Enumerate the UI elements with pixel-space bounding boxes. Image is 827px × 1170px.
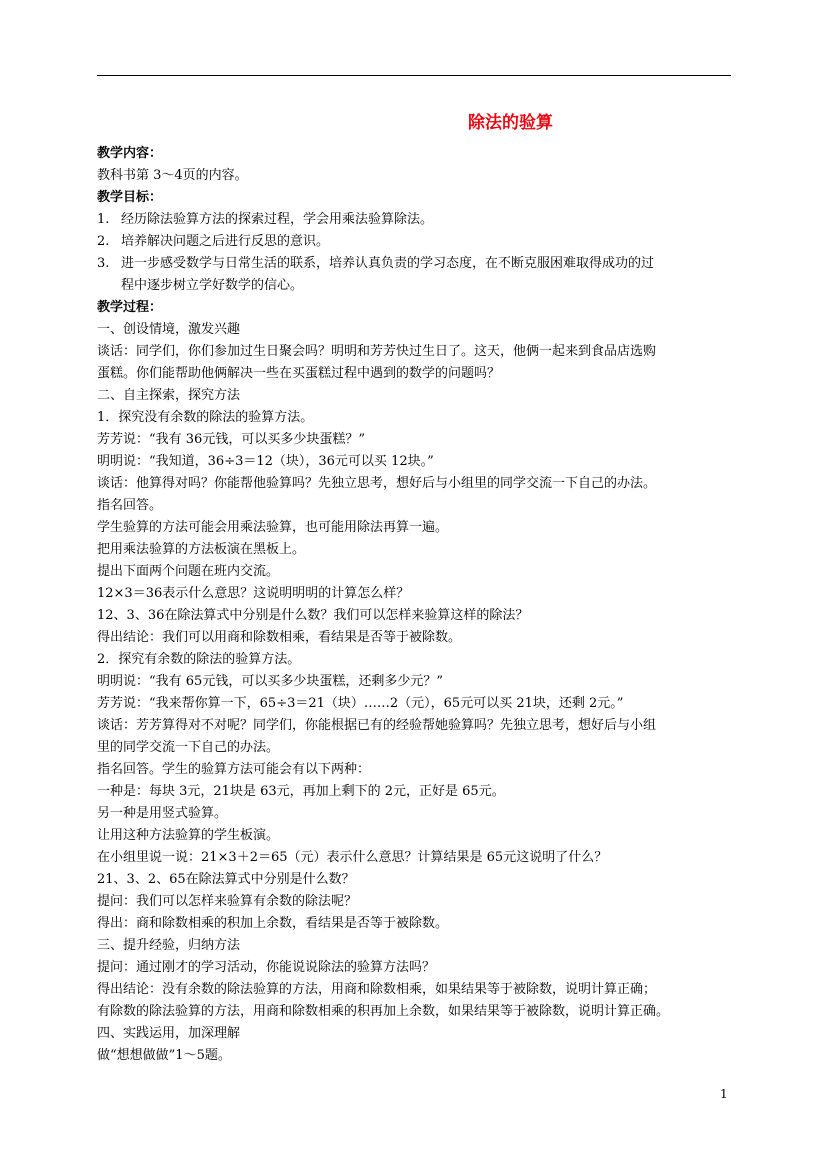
line-text: 12×3＝36表示什么意思？这说明明明的计算怎么样？ xyxy=(97,586,410,601)
text-line xyxy=(97,891,737,913)
line-text: 有除数的除法验算的方法，用商和除数相乘的积再加上余数，如果结果等于被除数，说明计算正确。 xyxy=(97,1004,670,1019)
line-text: 在小组里说一说：21×3＋2＝65（元）表示什么意思？计算结果是 65元这说明了什么？ xyxy=(97,850,608,865)
text-line xyxy=(97,1023,737,1045)
line-text: 二、自主探索，探究方法 xyxy=(97,388,241,403)
line-text: 指名回答。学生的验算方法可能会有以下两种： xyxy=(97,762,371,777)
text-line xyxy=(97,583,737,605)
text-line xyxy=(97,957,737,979)
line-text: 经历除法验算方法的探索过程，学会用乘法验算除法。 xyxy=(121,212,434,227)
text-line xyxy=(97,847,737,869)
line-text: 程中逐步树立学好数学的信心。 xyxy=(121,278,304,293)
text-line xyxy=(97,715,737,737)
line-text: 让用这种方法验算的学生板演。 xyxy=(97,828,280,843)
line-text: 教学目标： xyxy=(97,190,163,205)
line-text: 2．探究有余数的除法的验算方法。 xyxy=(97,652,301,667)
line-text: 明明说：“我有 65元钱，可以买多少块蛋糕，还剩多少元？” xyxy=(97,674,443,689)
section-heading xyxy=(97,297,737,319)
line-text: 芳芳说：“我有 36元钱，可以买多少块蛋糕？” xyxy=(97,432,365,447)
line-text: 里的同学交流一下自己的办法。 xyxy=(97,740,280,755)
text-line xyxy=(97,1045,737,1067)
list-item xyxy=(97,231,737,253)
text-line xyxy=(97,539,737,561)
list-item-number: 2. xyxy=(97,234,110,249)
line-text: 提问：我们可以怎样来验算有余数的除法呢？ xyxy=(97,894,358,909)
text-line xyxy=(97,363,737,385)
text-line xyxy=(97,913,737,935)
text-line xyxy=(97,935,737,957)
text-line xyxy=(97,473,737,495)
line-text: 12、3、36在除法算式中分别是什么数？我们可以怎样来验算这样的除法？ xyxy=(97,608,529,623)
line-text: 指名回答。 xyxy=(97,498,163,513)
text-line xyxy=(97,825,737,847)
line-text: 提问：通过刚才的学习活动，你能说说除法的验算方法吗？ xyxy=(97,960,436,975)
text-line xyxy=(97,803,737,825)
line-text: 培养解决问题之后进行反思的意识。 xyxy=(121,234,330,249)
line-text: 把用乘法验算的方法板演在黑板上。 xyxy=(97,542,306,557)
header-rule xyxy=(97,75,731,76)
text-line xyxy=(97,451,737,473)
text-line xyxy=(97,759,737,781)
line-text: 谈话：同学们，你们参加过生日聚会吗？明明和芳芳快过生日了。这天，他俩一起来到食品店选购 xyxy=(97,344,657,359)
text-line xyxy=(97,319,737,341)
text-line xyxy=(97,671,737,693)
list-item xyxy=(97,253,737,275)
text-line xyxy=(97,385,737,407)
line-text: 明明说：“我知道，36÷3＝12（块），36元可以买 12块。” xyxy=(97,454,434,469)
line-text: 学生验算的方法可能会用乘法验算，也可能用除法再算一遍。 xyxy=(97,520,449,535)
text-line xyxy=(97,495,737,517)
section-heading xyxy=(97,187,737,209)
text-line xyxy=(97,165,737,187)
line-text: 1．探究没有余数的除法的验算方法。 xyxy=(97,410,314,425)
line-text: 得出：商和除数相乘的积加上余数，看结果是否等于被除数。 xyxy=(97,916,449,931)
text-line xyxy=(97,561,737,583)
text-line xyxy=(97,429,737,451)
text-line xyxy=(97,627,737,649)
line-text: 谈话：芳芳算得对不对呢？同学们，你能根据已有的经验帮她验算吗？先独立思考，想好后与小组 xyxy=(97,718,657,733)
line-text: 进一步感受数学与日常生活的联系，培养认真负责的学习态度，在不断克服困难取得成功的过 xyxy=(121,256,655,271)
line-text: 做“想想做做”1～5题。 xyxy=(97,1048,231,1063)
text-line xyxy=(97,407,737,429)
text-line xyxy=(97,737,737,759)
line-text: 21、3、2、65在除法算式中分别是什么数？ xyxy=(97,872,355,887)
document-body xyxy=(97,143,737,1067)
line-text: 教科书第 3～4页的内容。 xyxy=(97,168,248,183)
list-item xyxy=(97,209,737,231)
line-text: 一种是：每块 3元，21块是 63元，再加上剩下的 2元，正好是 65元。 xyxy=(97,784,505,799)
document-title: 除法的验算 xyxy=(468,113,553,133)
line-text: 芳芳说：“我来帮你算一下，65÷3＝21（块）……2（元），65元可以买 21块，还剩 2元。” xyxy=(97,696,624,711)
text-line xyxy=(97,781,737,803)
line-text: 一、创设情境，激发兴趣 xyxy=(97,322,241,337)
page-number: 1 xyxy=(720,1087,728,1101)
line-text: 得出结论：我们可以用商和除数相乘，看结果是否等于被除数。 xyxy=(97,630,462,645)
line-text: 教学内容： xyxy=(97,146,163,161)
text-line xyxy=(97,341,737,363)
line-text: 教学过程： xyxy=(97,300,163,315)
text-line xyxy=(97,1001,737,1023)
text-line xyxy=(97,517,737,539)
list-item-number: 1. xyxy=(97,212,110,227)
text-line xyxy=(97,693,737,715)
text-line xyxy=(97,979,737,1001)
line-text: 得出结论：没有余数的除法验算的方法，用商和除数相乘，如果结果等于被除数，说明计算正确； xyxy=(97,982,657,997)
text-line xyxy=(97,275,737,297)
line-text: 四、实践运用，加深理解 xyxy=(97,1026,241,1041)
text-line xyxy=(97,649,737,671)
line-text: 另一种是用竖式验算。 xyxy=(97,806,228,821)
text-line xyxy=(97,869,737,891)
line-text: 蛋糕。你们能帮助他俩解决一些在买蛋糕过程中遇到的数学的问题吗？ xyxy=(97,366,501,381)
line-text: 三、提升经验，归纳方法 xyxy=(97,938,241,953)
line-text: 谈话：他算得对吗？你能帮他验算吗？先独立思考，想好后与小组里的同学交流一下自己的办法。 xyxy=(97,476,657,491)
section-heading xyxy=(97,143,737,165)
text-line xyxy=(97,605,737,627)
list-item-number: 3. xyxy=(97,256,110,271)
line-text: 提出下面两个问题在班内交流。 xyxy=(97,564,280,579)
